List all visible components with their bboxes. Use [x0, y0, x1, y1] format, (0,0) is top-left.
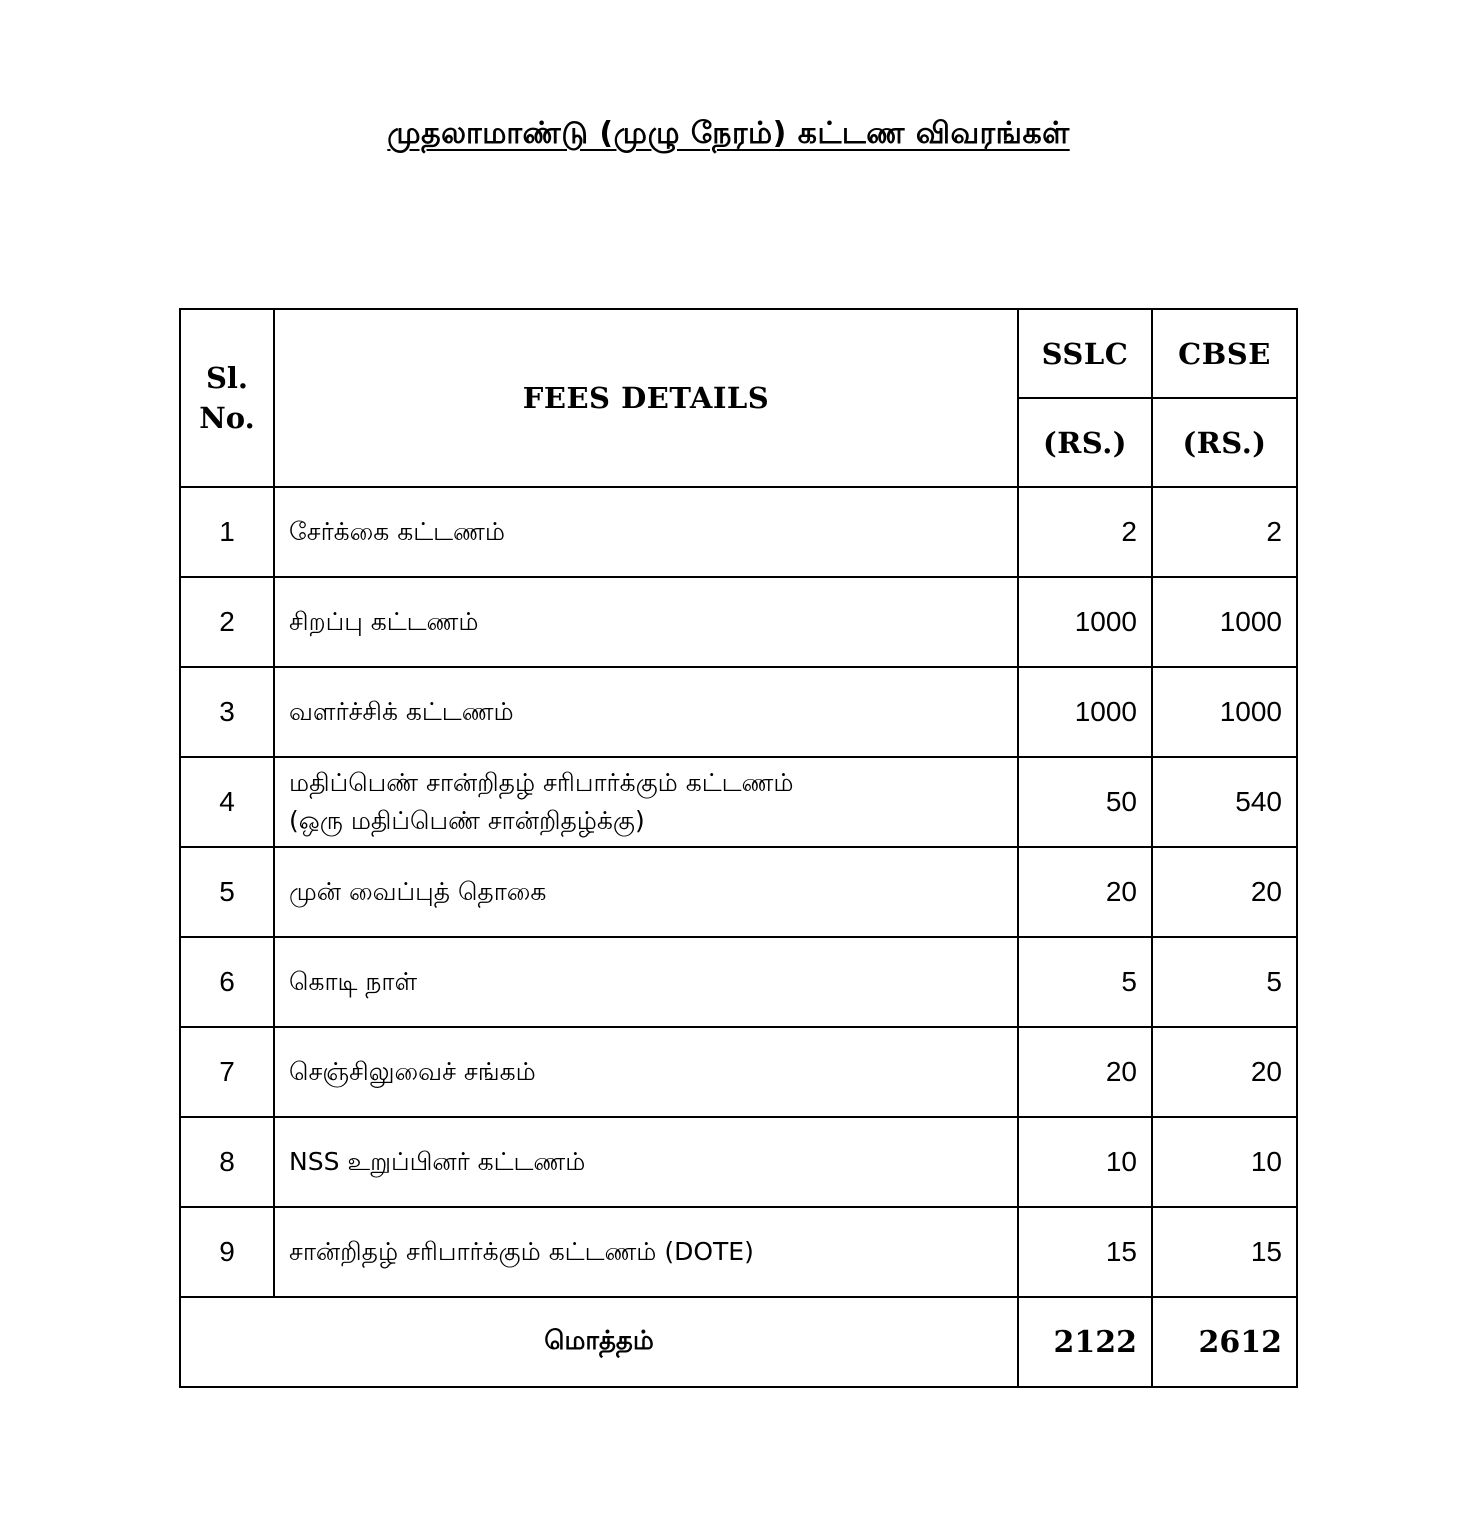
row-cbse-amount: 2	[1152, 487, 1297, 577]
row-fee-description-text: செஞ்சிலுவைச் சங்கம்	[289, 1057, 536, 1086]
row-fee-description	[274, 1117, 1018, 1207]
row-cbse-amount: 10	[1152, 1117, 1297, 1207]
row-fee-description-text: சிறப்பு கட்டணம்	[289, 607, 479, 636]
row-sslc-amount: 1000	[1018, 667, 1152, 757]
table-row	[180, 1027, 1297, 1117]
total-cbse-amount: 2612	[1152, 1297, 1297, 1387]
row-fee-description-text: கொடி நாள்	[289, 967, 418, 996]
table-row	[180, 937, 1297, 1027]
row-fee-description	[274, 1207, 1018, 1297]
table-row	[180, 1207, 1297, 1297]
fees-table	[179, 308, 1298, 1388]
row-fee-description-subtext: (ஒரு மதிப்பெண் சான்றிதழ்க்கு)	[289, 806, 645, 835]
cbse-unit-header: (RS.)	[1152, 398, 1297, 487]
row-sl-no: 5	[180, 847, 274, 937]
row-sslc-amount: 2	[1018, 487, 1152, 577]
row-sl-no: 2	[180, 577, 274, 667]
row-fee-description	[274, 1027, 1018, 1117]
table-row	[180, 577, 1297, 667]
table-row	[180, 1117, 1297, 1207]
row-fee-description-text: முன் வைப்புத் தொகை	[289, 877, 547, 906]
row-fee-description	[274, 667, 1018, 757]
row-sslc-amount: 20	[1018, 1027, 1152, 1117]
row-sslc-amount: 20	[1018, 847, 1152, 937]
total-row	[180, 1297, 1297, 1387]
row-cbse-amount: 540	[1152, 757, 1297, 847]
total-sslc-amount: 2122	[1018, 1297, 1152, 1387]
table-row	[180, 667, 1297, 757]
row-cbse-amount: 15	[1152, 1207, 1297, 1297]
row-cbse-amount: 20	[1152, 847, 1297, 937]
fees-details-header: FEES DETAILS	[274, 309, 1018, 487]
sl-no-header-line1: Sl.	[205, 361, 249, 395]
document-title: முதலாமாண்டு (முழு நேரம்) கட்டண விவரங்கள்	[387, 116, 1070, 151]
row-fee-description-text: வளர்ச்சிக் கட்டணம்	[289, 697, 514, 726]
row-cbse-amount: 20	[1152, 1027, 1297, 1117]
row-sslc-amount: 50	[1018, 757, 1152, 847]
row-sl-no: 3	[180, 667, 274, 757]
table-header-row	[180, 309, 1297, 398]
row-cbse-amount: 5	[1152, 937, 1297, 1027]
row-fee-description	[274, 847, 1018, 937]
row-fee-description-text: சேர்க்கை கட்டணம்	[289, 517, 505, 546]
sslc-unit-header: (RS.)	[1018, 398, 1152, 487]
sl-no-header-line2: No.	[199, 401, 255, 435]
row-fee-description	[274, 487, 1018, 577]
row-fee-description-text: NSS உறுப்பினர் கட்டணம்	[289, 1147, 586, 1176]
total-label: மொத்தம்	[180, 1297, 1018, 1387]
table-row	[180, 847, 1297, 937]
row-cbse-amount: 1000	[1152, 667, 1297, 757]
row-sslc-amount: 5	[1018, 937, 1152, 1027]
row-fee-description-text: சான்றிதழ் சரிபார்க்கும் கட்டணம் (DOTE)	[289, 1237, 754, 1266]
sslc-header: SSLC	[1018, 309, 1152, 398]
sl-no-header	[180, 309, 274, 487]
row-sl-no: 8	[180, 1117, 274, 1207]
row-sl-no: 4	[180, 757, 274, 847]
cbse-header: CBSE	[1152, 309, 1297, 398]
row-sl-no: 7	[180, 1027, 274, 1117]
row-fee-description-text: மதிப்பெண் சான்றிதழ் சரிபார்க்கும் கட்டணம்	[289, 768, 794, 797]
row-sslc-amount: 15	[1018, 1207, 1152, 1297]
table-row	[180, 757, 1297, 847]
row-sslc-amount: 1000	[1018, 577, 1152, 667]
row-fee-description	[274, 757, 1018, 847]
table-row	[180, 487, 1297, 577]
row-fee-description	[274, 937, 1018, 1027]
row-sl-no: 1	[180, 487, 274, 577]
row-cbse-amount: 1000	[1152, 577, 1297, 667]
row-fee-description	[274, 577, 1018, 667]
row-sl-no: 6	[180, 937, 274, 1027]
row-sslc-amount: 10	[1018, 1117, 1152, 1207]
row-sl-no: 9	[180, 1207, 274, 1297]
